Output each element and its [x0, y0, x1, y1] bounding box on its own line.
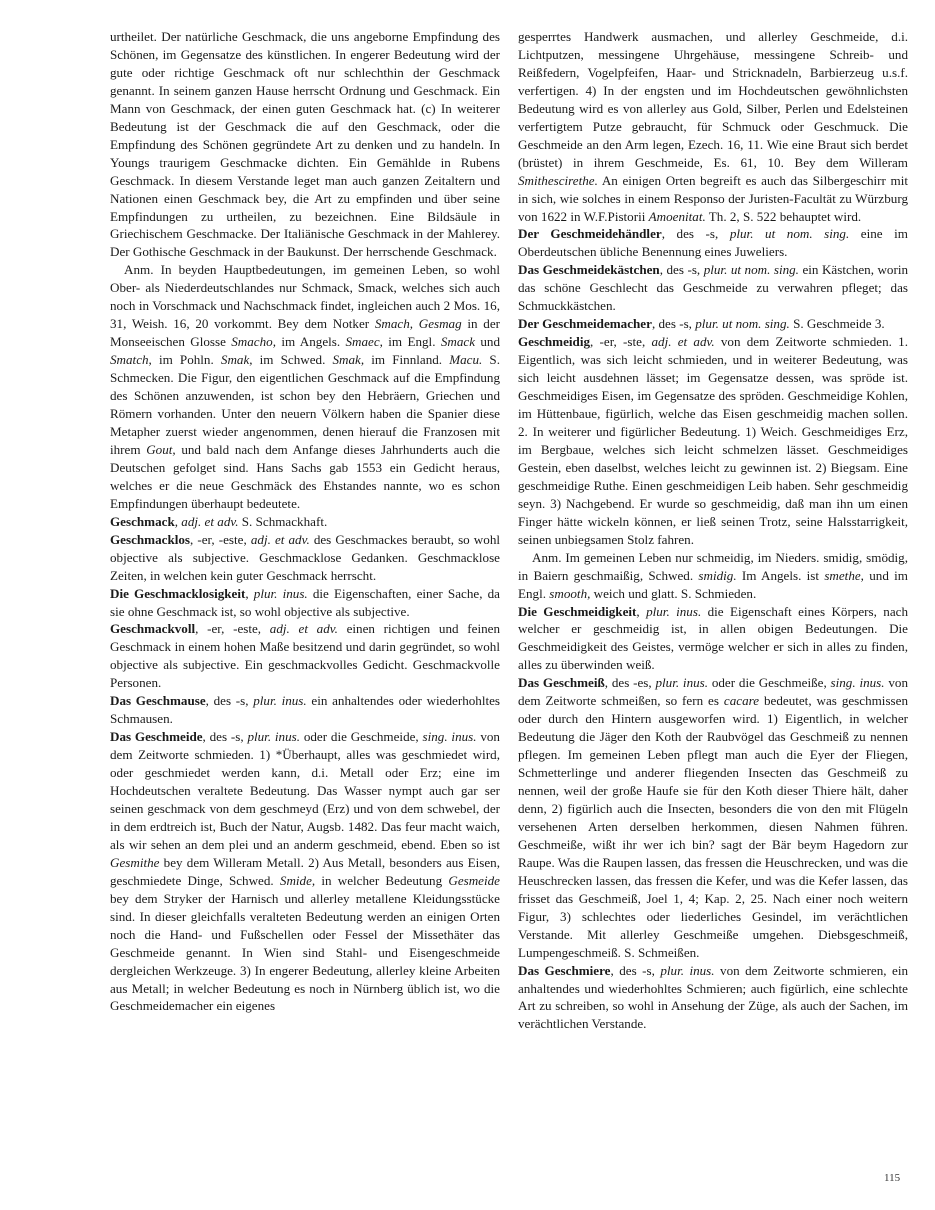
headword: Das Geschmeide — [110, 729, 203, 745]
italic-term: Amoenitat. — [648, 208, 706, 224]
headword: Der Geschmeidehändler — [518, 226, 662, 242]
entry-text: die Eigenschaften, einer Sache, da sie ohne Geschmack ist, so wohl objective als subjective. — [110, 585, 500, 619]
entry-text: Im Angels. ist — [736, 567, 825, 583]
entry-paragraph — [110, 513, 500, 531]
headword: Geschmacklos — [110, 531, 191, 547]
entry-paragraph — [110, 728, 500, 1015]
headword: Die Geschmacklosigkeit — [110, 585, 246, 601]
entry-text: in der Monseeischen Glosse — [110, 316, 500, 350]
headword: Das Geschmause — [110, 693, 206, 709]
italic-term: Smak, — [332, 352, 365, 368]
italic-term: sing. inus. — [422, 729, 477, 745]
headword: Das Geschmeidekästchen — [518, 262, 660, 278]
entry-text: bedeutet, was geschmissen oder durch den Hintern ausgeworfen wird. 1) Eigentlich, in welcher Bedeutung die Jäger den Koth der Raubvögel das Geschmeiß zu nennen pflegen. Im gemeinen Leben pflegt man auch die Eyer der Fliegen, Schmetterlinge und anderer fliegenden Insecten das Geschmeiß zu nennen, weil der große Haufe sie für den Koth dieser Thiere hält, daher denn, 2) figürlich auch die Insecten, besonders die von den mit Flügeln versehenen Arten derselben herkommen, diesen Nahmen führen. Geschmeiße, wißt ihr wer ich bin? sagt der Bär beym Hagedorn zur Raupe. Was die Raupen lassen, das fressen die Heuschrecken, und was die Heuschrecken lassen, das fressen die Kefer, und was die Kefer lassen, das frisset das Geschmeiß, Joel 1, 4; Kap. 2, 25. Nach einer noch weitern Figur, 3) schlechtes oder liederliches Gesindel, im verächtlichen Verstande. Mit allerley Geschmeiße umgehen. Diebsgeschmeiß, Lumpengeschmeiß. S. Schmeißen. — [518, 693, 908, 960]
entry-paragraph — [110, 261, 500, 512]
entry-text: von dem Zeitworte schmieden. 1) *Überhaupt, alles was geschmiedet wird, oder geschmiedet werden kann, d.i. Metall oder Erz; eine im Hochdeutschen veraltete Bedeutung. Das Wasser nympt auch gar ser seinen geschmack von dem geschmeyd (Erz) und von dem schwebel, der in dem erdtreich ist, Buch der Natur, Augsb. 1482. Das feur macht waich, als wir sehen an dem plei und an anderm geschmeid, ebend. Eben so ist — [110, 729, 500, 852]
italic-term: Smaec, — [345, 334, 383, 350]
entry-text: ein Kästchen, worin das schöne Geschlecht das Geschmeide zu verwahren pfleget; das Schmuckkästchen. — [518, 262, 909, 314]
entry-text: im Engl. — [382, 334, 441, 350]
entry-text: , des -s, — [659, 262, 704, 278]
entry-text: , des -s, — [205, 693, 254, 709]
italic-term: adj. et adv. — [269, 621, 338, 637]
italic-term: plur. inus. — [247, 729, 301, 745]
italic-term: Smatch, — [110, 352, 152, 368]
entry-paragraph — [110, 28, 500, 261]
entry-text: , des -s, — [202, 729, 248, 745]
italic-term: Gesmeide — [448, 872, 500, 888]
italic-term: smooth, — [549, 585, 591, 601]
entry-text: bey dem Willeram Metall. 2) Aus Metall, besonders aus Eisen, geschmiedete Dinge, Schwed. — [110, 854, 500, 888]
italic-term: plur. inus. — [253, 585, 308, 601]
headword: Das Geschmeiß — [518, 675, 605, 691]
right-column — [518, 28, 908, 1033]
left-column — [110, 28, 500, 1015]
italic-term: plur. inus. — [646, 603, 702, 619]
headword: Die Geschmeidigkeit — [518, 603, 637, 619]
headword: Der Geschmeidemacher — [518, 316, 652, 332]
italic-term: sing. inus. — [830, 675, 885, 691]
headword: Geschmackvoll — [110, 621, 196, 637]
entry-paragraph — [518, 549, 908, 603]
entry-text: weich und glatt. S. Schmieden. — [590, 585, 757, 601]
entry-text: Anm. Im gemeinen Leben nur schmeidig, im Nieders. smidig, smödig, in Baiern geschmaißig, Schwed. — [518, 549, 908, 583]
entry-text: und im Engl. — [518, 567, 908, 601]
entry-text: oder die Geschmeide, — [300, 729, 423, 745]
entry-paragraph — [110, 585, 500, 621]
entry-text: , des -s, — [661, 226, 730, 242]
entry-text: im Finnland. — [364, 352, 450, 368]
entry-text: im Pohln. — [151, 352, 221, 368]
italic-term: adj. et adv. — [181, 513, 239, 529]
italic-term: plur. inus. — [253, 693, 307, 709]
entry-paragraph — [518, 603, 908, 675]
italic-term: smethe, — [824, 567, 864, 583]
italic-term: Macu. — [449, 352, 483, 368]
entry-text: , -er, -ste, — [590, 334, 652, 350]
entry-text: im Schwed. — [252, 352, 333, 368]
entry-text: Th. 2, S. 522 behauptet wird. — [705, 208, 862, 224]
entry-text: gesperrtes Handwerk ausmachen, und allerley Geschmeide, d.i. Lichtputzen, messingene Uhrgehäuse, messingene Schreib- und Reißfedern, Vogelpfeifen, Haar- und Stricknadeln, Barbierzeug u.s.f. verfertigen. 4) In der engsten und im Hochdeutschen gewöhnlichsten Bedeutung wird es von allerley aus Gold, Silber, Perlen und Edelsteinen verfertigtem Putze gebraucht, für Schmuck oder Geschmuck. Die Geschmeide an den Arm legen, Ezech. 16, 11. Wie eine Braut sich berdet (brüstet) in ihrem Geschmeide, Es. 61, 10. Bey dem Willeram — [518, 29, 908, 170]
entry-text: von dem Zeitworte schmieren, ein anhaltendes und wiederhohltes Schmieren; auch figürlich, eine schlechte Art zu schreiben, so wohl in Ansehung der Züge, als auch der Sachen, im verächtlichen Verstande. — [518, 962, 909, 1032]
entry-text: S. Geschmeide 3. — [789, 316, 885, 332]
italic-term: adj. et adv. — [651, 334, 715, 350]
italic-term: Smak, — [220, 352, 253, 368]
entry-text: in welcher Bedeutung — [315, 872, 449, 888]
entry-text: im Angels. — [275, 334, 346, 350]
entry-paragraph — [518, 674, 908, 961]
headword: Das Geschmiere — [518, 962, 611, 978]
italic-term: plur. ut nom. sing. — [703, 262, 799, 278]
italic-term: plur. ut nom. sing. — [729, 226, 850, 242]
italic-term: smidig. — [698, 567, 737, 583]
italic-term: Gout, — [146, 441, 176, 457]
entry-text: An einigen Orten begreift es auch das Silbergeschirr mit in sich, wie solches in einem Responso der Juristen-Facultät zu Würzburg von 1622 in W.F.Pistorii — [518, 172, 908, 224]
italic-term: Smithescirethe. — [518, 172, 598, 188]
entry-text: und — [475, 334, 501, 350]
italic-term: adj. et adv. — [250, 531, 310, 547]
entry-text: S. Schmackhaft. — [238, 513, 328, 529]
entry-paragraph — [518, 28, 908, 225]
entry-text: , -er, -este, — [195, 621, 270, 637]
entry-text: von dem Zeitworte schmeißen, so fern es — [518, 675, 908, 709]
entry-text: von dem Zeitworte schmieden. 1. Eigentlich, was sich leicht schmieden, und in weiterer Bedeutung, was sich leicht ausdehnen lässet; im Gegensatze dessen, was spröde ist. Geschmeidiges Eisen, im Gegensatze des spröden. Geschmeidige Kohlen, im Hüttenbaue, figürlich, welche das Eisen geschmeidig machen sollen. 2. In weiterer und figürlicher Bedeutung. 1) Weich. Geschmeidiges Erz, im Bergbaue, welches sich leicht schmelzen lässet. Geschmeidiges Gestein, eben daselbst, welches leicht zu gewinnen ist. 2) Biegsam. Eine geschmeidige Ruthe. Einen geschmeidigen Leib haben. Sehr geschmeidig seyn. 3) Nachgebend. Er wurde so geschmeidig, daß man ihn um einen Finger hätte wickeln können, er ließ seinen Trotz, seine Halsstarrigkeit, seinen unbiegsamen Stolz fahren. — [518, 334, 908, 547]
entry-text: ein anhaltendes oder wiederhohltes Schmausen. — [110, 693, 501, 727]
entry-paragraph — [110, 692, 500, 728]
entry-text: , -er, -este, — [190, 531, 251, 547]
entry-text: und bald nach dem Anfange dieses Jahrhunderts auch die Deutschen gefolget sind. Hans Sachs gab 1553 ein Gedicht heraus, welches er die neue Geschmäck des Ehstandes nannte, wo es schon Empfindungen überhaupt bedeutete. — [110, 441, 500, 511]
italic-term: Smach, Gesmag — [374, 316, 462, 332]
italic-term: plur. inus. — [660, 962, 715, 978]
headword: Geschmeidig — [518, 334, 591, 350]
italic-term: plur. ut nom. sing. — [695, 316, 790, 332]
italic-term: plur. inus. — [655, 675, 709, 691]
entry-text: urtheilet. Der natürliche Geschmack, die uns angeborne Empfindung des Schönen, im Gegensatze des künstlichen. In engerer Bedeutung wird der gute oder richtige Geschmack oft nur schlechthin der Geschmack genannt. In seinem ganzen Hause herrscht Ordnung und Geschmack. Ein Mann von Geschmack, der einen guten Geschmack hat. (c) In weiterer Bedeutung ist der Geschmack die auf den Geschmack, oder die Empfindung des Schönen gegründete Art zu denken und zu handeln. In Youngs traurigem Geschmacke dichten. Ein Gemählde in Rubens Geschmack. In diesem Verstande leget man auch ganzen Zeitaltern und Nationen einen Geschmack bey, die Art zu empfinden und über seine Empfindungen zu urtheilen, zu bezeichnen. Eine Bildsäule in Griechischem Geschmacke. Der Italiänische Geschmack in der Mahlerey. Der Gothische Geschmack in der Baukunst. Der herrschende Geschmack. — [110, 29, 500, 260]
page-number: 115 — [884, 1172, 901, 1184]
entry-text: , des -s, — [610, 962, 661, 978]
entry-paragraph — [110, 531, 500, 585]
entry-text: , des -es, — [604, 675, 656, 691]
entry-text: eine im Oberdeutschen übliche Benennung eines Juweliers. — [518, 226, 908, 260]
headword: Geschmack — [110, 513, 175, 529]
entry-text: , des -s, — [651, 316, 696, 332]
entry-text: , — [245, 585, 254, 601]
entry-paragraph — [518, 315, 908, 333]
italic-term: Smacho, — [231, 334, 276, 350]
entry-paragraph — [518, 962, 908, 1034]
entry-text: die Eigenschaft eines Körpers, nach welcher er geschmeidig ist, in allen obigen Bedeutungen. Die Geschmeidigkeit des Geistes, vermöge welcher er sich in alles zu finden, alles zu überwinden weiß. — [518, 603, 909, 673]
entry-paragraph — [110, 620, 500, 692]
entry-text: Anm. In beyden Hauptbedeutungen, im gemeinen Leben, so wohl Ober- als Niederdeutschlandes nur Schmack, Smack, welches sich auch noch in Vorschmack und Nachschmack findet, ingleichen auch 2 Mos. 16, 31, Weish. 16, 20 vorkommt. Bey dem Notker — [110, 262, 500, 332]
entry-text: , — [636, 603, 647, 619]
italic-term: Gesmithe — [110, 854, 160, 870]
italic-term: Smack — [440, 334, 476, 350]
entry-text: des Geschmackes beraubt, so wohl objective als subjective. Geschmacklose Gedanken. Geschmacklose Zeiten, in welchen kein guter Geschmack herrscht. — [110, 531, 500, 583]
italic-term: Smide, — [279, 872, 316, 888]
entry-paragraph — [518, 333, 908, 548]
entry-text: einen richtigen und feinen Geschmack in einem hohen Maße besitzend und darin gegründet, so wohl objective als subjective. Ein geschmackvolles Gedicht. Geschmackvolle Personen. — [110, 621, 500, 691]
italic-term: cacare — [723, 693, 760, 709]
entry-text: S. Schmecken. Die Figur, den eigentlichen Geschmack auf die Empfindung des Schönen anzuwenden, ist schon bey den Hebräern, Griechen und Römern vorhanden. Unter den neuern Völkern haben die Spanier diese Metapher zuerst wieder angenommen, denen hierauf die Franzosen mit ihrem — [110, 352, 500, 457]
entry-text: oder die Geschmeiße, — [708, 675, 831, 691]
entry-text: , — [174, 513, 182, 529]
entry-paragraph — [518, 261, 908, 315]
entry-text: bey dem Stryker der Harnisch und allerley metallene Kleidungsstücke sind. In dieser gleichfalls veralteten Bedeutung werden an einigen Orten noch die Hand- und Fußschellen oder Fessel der Missethäter das Geschmeide genannt. In Wien sind Stahl- und Eisengeschmeide dergleichen Werkzeuge. 3) In engerer Bedeutung, allerley kleine Arbeiten aus Metall; in welcher Bedeutung es noch in Nürnberg üblich ist, wo die Geschmeidemacher ein eigenes — [110, 890, 500, 1014]
entry-paragraph — [518, 225, 908, 261]
